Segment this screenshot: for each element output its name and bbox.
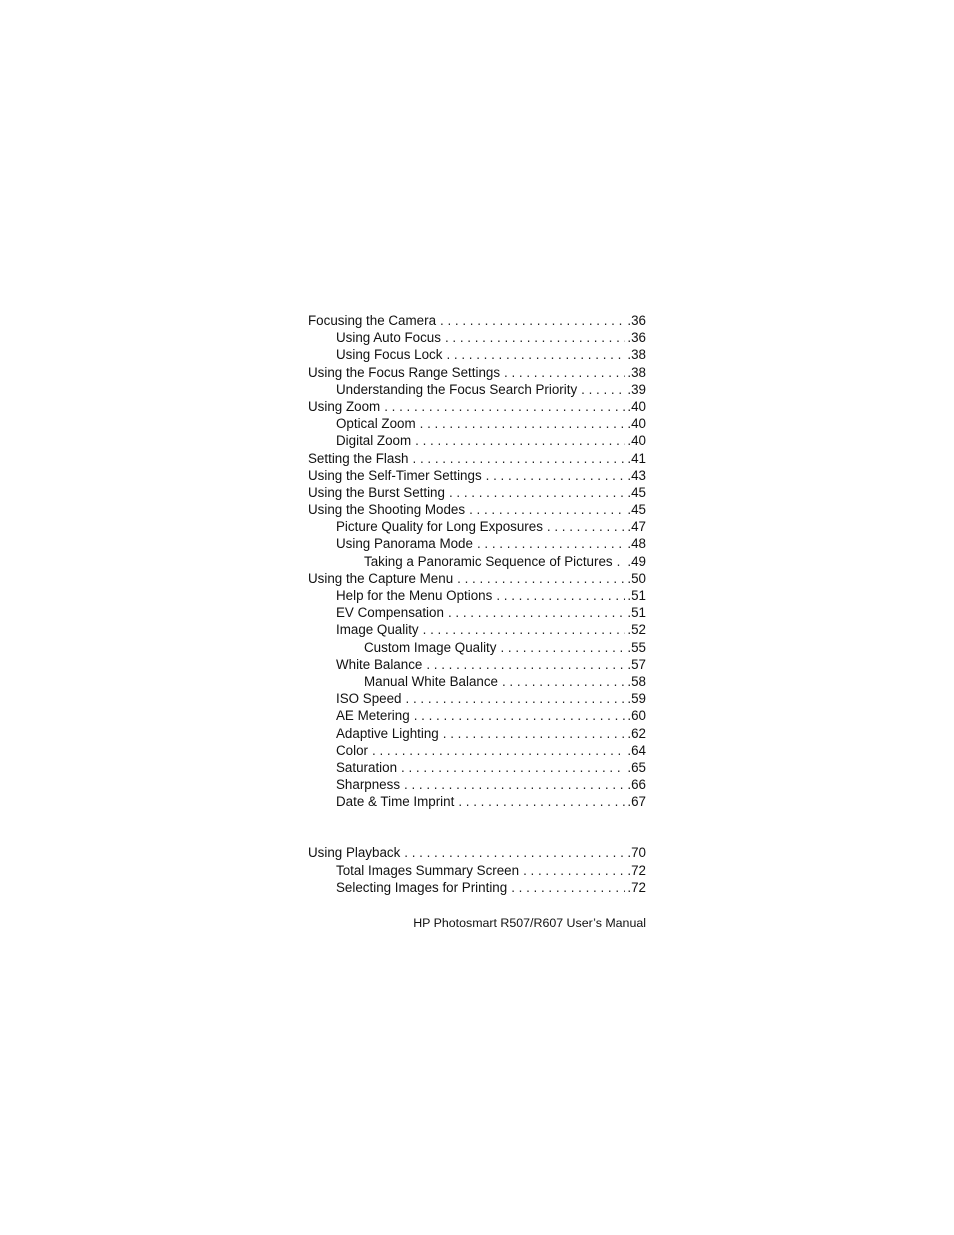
dot-leader [617,553,626,570]
toc-entry-title: Setting the Flash [308,450,409,466]
toc-entry-title: Using Panorama Mode [336,536,473,552]
toc-entry-title: Using Zoom [308,398,381,414]
dot-leader [581,381,625,398]
toc-entry[interactable] [308,639,646,656]
toc-entry[interactable] [308,329,646,346]
toc-entry-page-number: .40 [627,433,646,449]
toc-entry[interactable] [308,673,646,690]
dot-leader [445,329,625,346]
dot-leader [547,518,625,535]
toc-entry-page-number: .47 [627,519,646,535]
page-footer: HP Photosmart R507/R607 User’s Manual [413,916,646,930]
toc-entry-title: Using Focus Lock [336,347,443,363]
toc-entry-title: Using the Burst Setting [308,484,445,500]
toc-entry-title: Manual White Balance [364,673,498,689]
dot-leader [443,725,626,742]
toc-entry-page-number: .66 [627,777,646,793]
toc-entry[interactable] [308,759,646,776]
dot-leader [420,415,626,432]
toc-entry-page-number: .72 [627,879,646,895]
toc-entry-title: Custom Image Quality [364,639,497,655]
dot-leader [406,690,626,707]
toc-entry[interactable] [308,844,646,861]
toc-entry[interactable] [308,312,646,329]
dot-leader [458,793,625,810]
toc-entry-page-number: .65 [627,759,646,775]
toc-entry-page-number: .40 [627,398,646,414]
toc-entry-page-number: .48 [627,536,646,552]
toc-entry-page-number: .40 [627,416,646,432]
table-of-contents [308,312,646,896]
toc-entry-title: Understanding the Focus Search Priority [336,381,578,397]
toc-entry-title: ISO Speed [336,691,402,707]
dot-leader [415,432,625,449]
toc-entry-page-number: .51 [627,605,646,621]
toc-entry-page-number: .55 [627,639,646,655]
toc-entry[interactable] [308,793,646,810]
dot-leader [440,312,625,329]
dot-leader [414,707,626,724]
toc-entry-page-number: .50 [627,570,646,586]
toc-entry-title: Using the Self-Timer Settings [308,467,482,483]
dot-leader [457,570,625,587]
toc-entry[interactable] [308,432,646,449]
toc-entry-title: Using the Focus Range Settings [308,364,501,380]
toc-entry-page-number: .57 [627,656,646,672]
toc-entry[interactable] [308,553,646,570]
dot-leader [502,673,625,690]
toc-entry-page-number: .39 [627,381,646,397]
toc-entry-page-number: .60 [627,708,646,724]
dot-leader [384,398,625,415]
toc-entry[interactable] [308,467,646,484]
toc-entry-page-number: .43 [627,467,646,483]
toc-entry-page-number: .49 [627,553,646,569]
toc-entry[interactable] [308,862,646,879]
toc-entry[interactable] [308,364,646,381]
dot-leader [448,604,625,621]
toc-entry-title: Using the Capture Menu [308,570,454,586]
toc-section [308,844,646,896]
toc-entry-title: Date & Time Imprint [336,794,455,810]
toc-entry-title: Optical Zoom [336,416,416,432]
toc-entry-title: Using Playback [308,845,401,861]
toc-entry-page-number: .36 [627,313,646,328]
toc-entry-title: Sharpness [336,777,401,793]
toc-entry-title: Selecting Images for Printing [336,879,508,895]
toc-entry-title: AE Metering [336,708,410,724]
toc-entry-title: Picture Quality for Long Exposures [336,519,543,535]
dot-leader [449,484,625,501]
toc-entry-page-number: .70 [627,845,646,861]
toc-entry-page-number: .62 [627,725,646,741]
toc-entry[interactable] [308,501,646,518]
toc-entry-page-number: .36 [627,330,646,346]
toc-entry[interactable] [308,535,646,552]
dot-leader [423,621,626,638]
toc-entry[interactable] [308,776,646,793]
toc-entry[interactable] [308,621,646,638]
toc-entry-title: Saturation [336,759,398,775]
toc-entry-page-number: .51 [627,588,646,603]
toc-entry-page-number: .58 [627,673,646,689]
toc-entry[interactable] [308,381,646,398]
dot-leader [413,450,626,467]
dot-leader [486,467,626,484]
toc-entry[interactable] [308,450,646,467]
toc-entry[interactable] [308,415,646,432]
toc-entry[interactable] [308,690,646,707]
toc-entry-title: Color [336,742,368,758]
toc-entry[interactable] [308,742,646,759]
dot-leader [469,501,625,518]
toc-entry-page-number: .52 [627,622,646,638]
toc-entry-page-number: .38 [627,347,646,363]
dot-leader [426,656,625,673]
toc-entry[interactable] [308,587,646,604]
dot-leader [523,862,625,879]
toc-entry-title: Adaptive Lighting [336,725,439,741]
toc-entry[interactable] [308,707,646,724]
toc-entry[interactable] [308,604,646,621]
toc-entry-title: Total Images Summary Screen [336,862,520,878]
toc-entry-page-number: .41 [627,450,646,466]
toc-entry-page-number: .38 [627,364,646,380]
dot-leader [500,639,625,656]
toc-entry[interactable] [308,484,646,501]
toc-entry-title: Image Quality [336,622,419,638]
toc-entry-title: Focusing the Camera [308,313,437,328]
toc-entry-page-number: .45 [627,502,646,518]
toc-entry-page-number: .45 [627,484,646,500]
toc-entry-title: Using Auto Focus [336,330,441,346]
dot-leader [477,535,625,552]
toc-entry-title: Digital Zoom [336,433,412,449]
dot-leader [511,879,625,896]
dot-leader [404,844,625,861]
toc-entry-page-number: .67 [627,794,646,810]
dot-leader [372,742,625,759]
toc-entry-title: White Balance [336,656,423,672]
dot-leader [446,346,625,363]
toc-entry-page-number: .59 [627,691,646,707]
toc-entry-page-number: .72 [627,862,646,878]
toc-entry[interactable] [308,398,646,415]
toc-entry[interactable] [308,346,646,363]
toc-entry-title: Using the Shooting Modes [308,502,466,518]
toc-entry-title: Taking a Panoramic Sequence of Pictures [364,553,613,569]
dot-leader [404,776,625,793]
toc-entry[interactable] [308,725,646,742]
toc-entry[interactable] [308,879,646,896]
dot-leader [504,364,625,381]
toc-entry[interactable] [308,518,646,535]
toc-entry-title: EV Compensation [336,605,444,621]
dot-leader [401,759,625,776]
toc-entry[interactable] [308,656,646,673]
toc-entry[interactable] [308,570,646,587]
toc-section [308,312,646,810]
toc-entry-page-number: .64 [627,742,646,758]
dot-leader [496,587,625,604]
toc-entry-title: Help for the Menu Options [336,588,493,603]
